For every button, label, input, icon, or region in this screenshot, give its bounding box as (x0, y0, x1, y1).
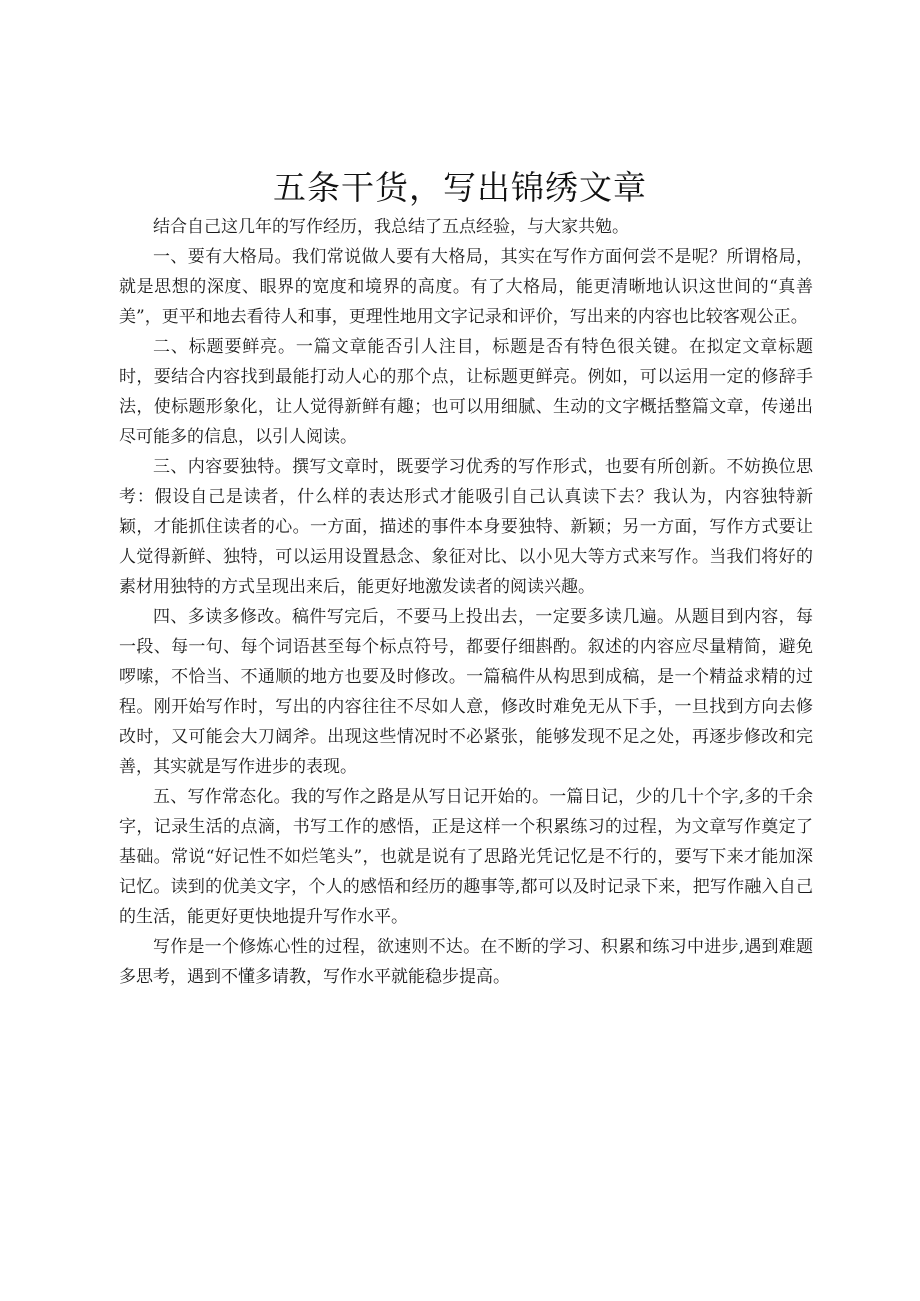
paragraph-point-1: 一、要有大格局。我们常说做人要有大格局，其实在写作方面何尝不是呢？所谓格局，就是思想的深度、眼界的宽度和境界的高度。有了大格局，能更清晰地认识这世间的“真善美”，更平和地去看待人和事，更理性地用文字记录和评价，写出来的内容也比较客观公正。 (119, 247, 813, 327)
paragraph-point-5: 五、写作常态化。我的写作之路是从写日记开始的。一篇日记，少的几十个字,多的千余字，记录生活的点滴，书写工作的感悟，正是这样一个积累练习的过程，为文章写作奠定了基础。常说“好记性不如烂笔头”，也就是说有了思路光凭记忆是不行的，要写下来才能加深记忆。读到的优美文字，个人的感悟和经历的趣事等,都可以及时记录下来，把写作融入自己的生活，能更好更快地提升写作水平。 (119, 787, 813, 927)
document-title: 五条干货，写出锦绣文章 (273, 168, 647, 207)
paragraph-point-2: 二、标题要鲜亮。一篇文章能否引人注目，标题是否有特色很关键。在拟定文章标题时，要结合内容找到最能打动人心的那个点，让标题更鲜亮。例如，可以运用一定的修辞手法，使标题形象化，让人觉得新鲜有趣；也可以用细腻、生动的文字概括整篇文章，传递出尽可能多的信息，以引人阅读。 (119, 337, 813, 447)
document-body (119, 212, 813, 992)
paragraph-intro: 结合自己这几年的写作经历，我总结了五点经验，与大家共勉。 (153, 217, 629, 237)
paragraph-point-4: 四、多读多修改。稿件写完后，不要马上投出去，一定要多读几遍。从题目到内容，每一段、每一句、每个词语甚至每个标点符号，都要仔细斟酌。叙述的内容应尽量精简，避免啰嗦，不恰当、不通顺的地方也要及时修改。一篇稿件从构思到成稿，是一个精益求精的过程。刚开始写作时，写出的内容往往不尽如人意，修改时难免无从下手，一旦找到方向去修改时，又可能会大刀阔斧。出现这些情况时不必紧张，能够发现不足之处，再逐步修改和完善，其实就是写作进步的表现。 (119, 607, 813, 777)
paragraph-point-3: 三、内容要独特。撰写文章时，既要学习优秀的写作形式，也要有所创新。不妨换位思考：假设自己是读者，什么样的表达形式才能吸引自己认真读下去？我认为，内容独特新颖，才能抓住读者的心。一方面，描述的事件本身要独特、新颖；另一方面，写作方式要让人觉得新鲜、独特，可以运用设置悬念、象征对比、以小见大等方式来写作。当我们将好的素材用独特的方式呈现出来后，能更好地激发读者的阅读兴趣。 (119, 457, 813, 597)
paragraph-conclusion: 写作是一个修炼心性的过程，欲速则不达。在不断的学习、积累和练习中进步,遇到难题多思考，遇到不懂多请教，写作水平就能稳步提高。 (119, 937, 813, 987)
